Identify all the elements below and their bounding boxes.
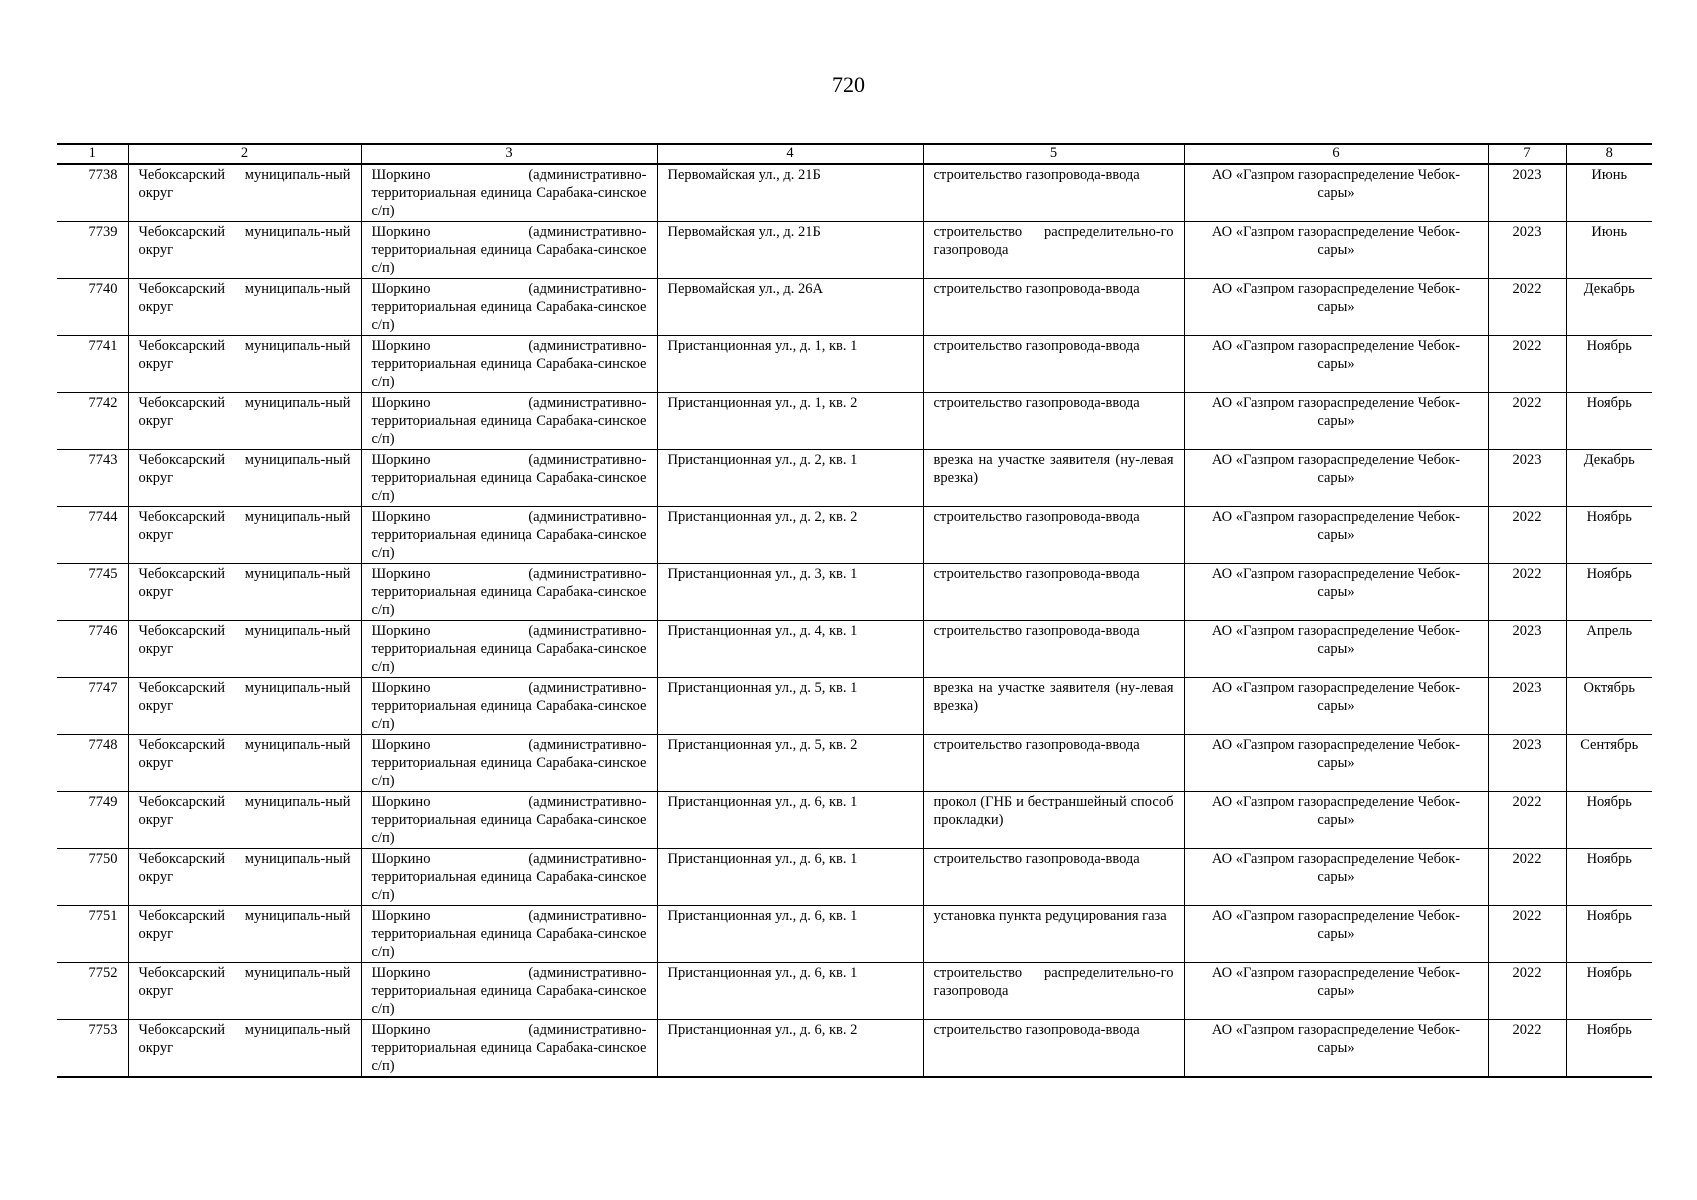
- address-cell: Пристанционная ул., д. 6, кв. 1: [657, 849, 923, 906]
- table-row: [57, 906, 1652, 963]
- month-cell: Ноябрь: [1566, 336, 1652, 393]
- month-cell: Июнь: [1566, 164, 1652, 222]
- organization-cell: АО «Газпром газораспределение Чебок-сары»: [1184, 336, 1488, 393]
- locality-cell: Шоркино (административно-территориальная единица Сарабака-синское с/п): [361, 507, 657, 564]
- district-cell: Чебоксарский муниципаль-ный округ: [128, 336, 361, 393]
- year-cell: 2023: [1488, 735, 1566, 792]
- gasification-schedule-table: [57, 143, 1652, 1078]
- organization-cell: АО «Газпром газораспределение Чебок-сары»: [1184, 222, 1488, 279]
- year-cell: 2023: [1488, 678, 1566, 735]
- organization-cell: АО «Газпром газораспределение Чебок-сары»: [1184, 906, 1488, 963]
- table-row: [57, 279, 1652, 336]
- table-row: [57, 222, 1652, 279]
- address-cell: Пристанционная ул., д. 5, кв. 1: [657, 678, 923, 735]
- year-cell: 2022: [1488, 849, 1566, 906]
- address-cell: Пристанционная ул., д. 6, кв. 1: [657, 792, 923, 849]
- district-cell: Чебоксарский муниципаль-ный округ: [128, 906, 361, 963]
- locality-cell: Шоркино (административно-территориальная единица Сарабака-синское с/п): [361, 792, 657, 849]
- locality-cell: Шоркино (административно-территориальная единица Сарабака-синское с/п): [361, 279, 657, 336]
- row-number-cell: 7742: [57, 393, 128, 450]
- locality-cell: Шоркино (административно-территориальная единица Сарабака-синское с/п): [361, 564, 657, 621]
- month-cell: Ноябрь: [1566, 507, 1652, 564]
- address-cell: Первомайская ул., д. 21Б: [657, 164, 923, 222]
- table-row: [57, 849, 1652, 906]
- address-cell: Пристанционная ул., д. 5, кв. 2: [657, 735, 923, 792]
- row-number-cell: 7745: [57, 564, 128, 621]
- work-type-cell: врезка на участке заявителя (ну-левая врезка): [923, 678, 1184, 735]
- work-type-cell: строительство газопровода-ввода: [923, 393, 1184, 450]
- row-number-cell: 7749: [57, 792, 128, 849]
- locality-cell: Шоркино (административно-территориальная единица Сарабака-синское с/п): [361, 735, 657, 792]
- organization-cell: АО «Газпром газораспределение Чебок-сары»: [1184, 393, 1488, 450]
- district-cell: Чебоксарский муниципаль-ный округ: [128, 450, 361, 507]
- address-cell: Пристанционная ул., д. 2, кв. 1: [657, 450, 923, 507]
- table-row: [57, 678, 1652, 735]
- district-cell: Чебоксарский муниципаль-ный округ: [128, 507, 361, 564]
- month-cell: Июнь: [1566, 222, 1652, 279]
- row-number-cell: 7744: [57, 507, 128, 564]
- locality-cell: Шоркино (административно-территориальная единица Сарабака-синское с/п): [361, 621, 657, 678]
- year-cell: 2023: [1488, 450, 1566, 507]
- row-number-cell: 7747: [57, 678, 128, 735]
- month-cell: Ноябрь: [1566, 393, 1652, 450]
- table-row: [57, 621, 1652, 678]
- address-cell: Пристанционная ул., д. 6, кв. 1: [657, 906, 923, 963]
- organization-cell: АО «Газпром газораспределение Чебок-сары»: [1184, 279, 1488, 336]
- locality-cell: Шоркино (административно-территориальная единица Сарабака-синское с/п): [361, 963, 657, 1020]
- district-cell: Чебоксарский муниципаль-ный округ: [128, 164, 361, 222]
- district-cell: Чебоксарский муниципаль-ный округ: [128, 1020, 361, 1078]
- work-type-cell: строительство распределительно-го газопровода: [923, 222, 1184, 279]
- month-cell: Декабрь: [1566, 450, 1652, 507]
- year-cell: 2022: [1488, 507, 1566, 564]
- row-number-cell: 7750: [57, 849, 128, 906]
- district-cell: Чебоксарский муниципаль-ный округ: [128, 564, 361, 621]
- month-cell: Апрель: [1566, 621, 1652, 678]
- work-type-cell: строительство газопровода-ввода: [923, 735, 1184, 792]
- month-cell: Ноябрь: [1566, 849, 1652, 906]
- year-cell: 2022: [1488, 1020, 1566, 1078]
- work-type-cell: установка пункта редуцирования газа: [923, 906, 1184, 963]
- work-type-cell: строительство распределительно-го газопровода: [923, 963, 1184, 1020]
- column-header: 3: [361, 144, 657, 164]
- address-cell: Пристанционная ул., д. 6, кв. 2: [657, 1020, 923, 1078]
- organization-cell: АО «Газпром газораспределение Чебок-сары»: [1184, 849, 1488, 906]
- table-row: [57, 336, 1652, 393]
- year-cell: 2023: [1488, 164, 1566, 222]
- column-number-row: [57, 144, 1652, 164]
- locality-cell: Шоркино (административно-территориальная единица Сарабака-синское с/п): [361, 336, 657, 393]
- work-type-cell: строительство газопровода-ввода: [923, 507, 1184, 564]
- district-cell: Чебоксарский муниципаль-ный округ: [128, 849, 361, 906]
- table-row: [57, 735, 1652, 792]
- work-type-cell: прокол (ГНБ и бестраншейный способ прокладки): [923, 792, 1184, 849]
- locality-cell: Шоркино (административно-территориальная единица Сарабака-синское с/п): [361, 906, 657, 963]
- row-number-cell: 7746: [57, 621, 128, 678]
- work-type-cell: строительство газопровода-ввода: [923, 164, 1184, 222]
- table-row: [57, 393, 1652, 450]
- column-header: 1: [57, 144, 128, 164]
- district-cell: Чебоксарский муниципаль-ный округ: [128, 621, 361, 678]
- work-type-cell: строительство газопровода-ввода: [923, 279, 1184, 336]
- work-type-cell: строительство газопровода-ввода: [923, 1020, 1184, 1078]
- year-cell: 2022: [1488, 564, 1566, 621]
- work-type-cell: строительство газопровода-ввода: [923, 849, 1184, 906]
- page-number: 720: [832, 72, 865, 97]
- column-header: 6: [1184, 144, 1488, 164]
- locality-cell: Шоркино (административно-территориальная единица Сарабака-синское с/п): [361, 222, 657, 279]
- address-cell: Пристанционная ул., д. 6, кв. 1: [657, 963, 923, 1020]
- row-number-cell: 7752: [57, 963, 128, 1020]
- address-cell: Пристанционная ул., д. 3, кв. 1: [657, 564, 923, 621]
- year-cell: 2022: [1488, 963, 1566, 1020]
- month-cell: Октябрь: [1566, 678, 1652, 735]
- table-row: [57, 564, 1652, 621]
- month-cell: Ноябрь: [1566, 564, 1652, 621]
- row-number-cell: 7743: [57, 450, 128, 507]
- year-cell: 2023: [1488, 621, 1566, 678]
- table-row: [57, 507, 1652, 564]
- table-row: [57, 963, 1652, 1020]
- locality-cell: Шоркино (административно-территориальная единица Сарабака-синское с/п): [361, 849, 657, 906]
- table-row: [57, 164, 1652, 222]
- locality-cell: Шоркино (административно-территориальная единица Сарабака-синское с/п): [361, 450, 657, 507]
- month-cell: Ноябрь: [1566, 1020, 1652, 1078]
- organization-cell: АО «Газпром газораспределение Чебок-сары»: [1184, 1020, 1488, 1078]
- month-cell: Ноябрь: [1566, 963, 1652, 1020]
- year-cell: 2022: [1488, 336, 1566, 393]
- address-cell: Пристанционная ул., д. 2, кв. 2: [657, 507, 923, 564]
- organization-cell: АО «Газпром газораспределение Чебок-сары»: [1184, 735, 1488, 792]
- column-header: 4: [657, 144, 923, 164]
- district-cell: Чебоксарский муниципаль-ный округ: [128, 222, 361, 279]
- organization-cell: АО «Газпром газораспределение Чебок-сары»: [1184, 963, 1488, 1020]
- address-cell: Пристанционная ул., д. 4, кв. 1: [657, 621, 923, 678]
- row-number-cell: 7741: [57, 336, 128, 393]
- address-cell: Первомайская ул., д. 21Б: [657, 222, 923, 279]
- organization-cell: АО «Газпром газораспределение Чебок-сары»: [1184, 678, 1488, 735]
- row-number-cell: 7739: [57, 222, 128, 279]
- column-header: 2: [128, 144, 361, 164]
- work-type-cell: строительство газопровода-ввода: [923, 336, 1184, 393]
- year-cell: 2022: [1488, 906, 1566, 963]
- table-row: [57, 1020, 1652, 1078]
- organization-cell: АО «Газпром газораспределение Чебок-сары»: [1184, 792, 1488, 849]
- organization-cell: АО «Газпром газораспределение Чебок-сары»: [1184, 564, 1488, 621]
- work-type-cell: врезка на участке заявителя (ну-левая врезка): [923, 450, 1184, 507]
- column-header: 5: [923, 144, 1184, 164]
- month-cell: Сентябрь: [1566, 735, 1652, 792]
- row-number-cell: 7740: [57, 279, 128, 336]
- locality-cell: Шоркино (административно-территориальная единица Сарабака-синское с/п): [361, 164, 657, 222]
- locality-cell: Шоркино (административно-территориальная единица Сарабака-синское с/п): [361, 678, 657, 735]
- work-type-cell: строительство газопровода-ввода: [923, 621, 1184, 678]
- address-cell: Первомайская ул., д. 26А: [657, 279, 923, 336]
- locality-cell: Шоркино (административно-территориальная единица Сарабака-синское с/п): [361, 1020, 657, 1078]
- month-cell: Ноябрь: [1566, 792, 1652, 849]
- organization-cell: АО «Газпром газораспределение Чебок-сары»: [1184, 507, 1488, 564]
- month-cell: Декабрь: [1566, 279, 1652, 336]
- table-row: [57, 450, 1652, 507]
- district-cell: Чебоксарский муниципаль-ный округ: [128, 279, 361, 336]
- address-cell: Пристанционная ул., д. 1, кв. 2: [657, 393, 923, 450]
- district-cell: Чебоксарский муниципаль-ный округ: [128, 963, 361, 1020]
- column-header: 8: [1566, 144, 1652, 164]
- year-cell: 2022: [1488, 393, 1566, 450]
- column-header: 7: [1488, 144, 1566, 164]
- district-cell: Чебоксарский муниципаль-ный округ: [128, 735, 361, 792]
- row-number-cell: 7738: [57, 164, 128, 222]
- year-cell: 2022: [1488, 792, 1566, 849]
- table-row: [57, 792, 1652, 849]
- organization-cell: АО «Газпром газораспределение Чебок-сары»: [1184, 164, 1488, 222]
- row-number-cell: 7753: [57, 1020, 128, 1078]
- district-cell: Чебоксарский муниципаль-ный округ: [128, 792, 361, 849]
- locality-cell: Шоркино (административно-территориальная единица Сарабака-синское с/п): [361, 393, 657, 450]
- year-cell: 2022: [1488, 279, 1566, 336]
- month-cell: Ноябрь: [1566, 906, 1652, 963]
- district-cell: Чебоксарский муниципаль-ный округ: [128, 393, 361, 450]
- organization-cell: АО «Газпром газораспределение Чебок-сары»: [1184, 450, 1488, 507]
- row-number-cell: 7748: [57, 735, 128, 792]
- district-cell: Чебоксарский муниципаль-ный округ: [128, 678, 361, 735]
- organization-cell: АО «Газпром газораспределение Чебок-сары»: [1184, 621, 1488, 678]
- year-cell: 2023: [1488, 222, 1566, 279]
- row-number-cell: 7751: [57, 906, 128, 963]
- address-cell: Пристанционная ул., д. 1, кв. 1: [657, 336, 923, 393]
- work-type-cell: строительство газопровода-ввода: [923, 564, 1184, 621]
